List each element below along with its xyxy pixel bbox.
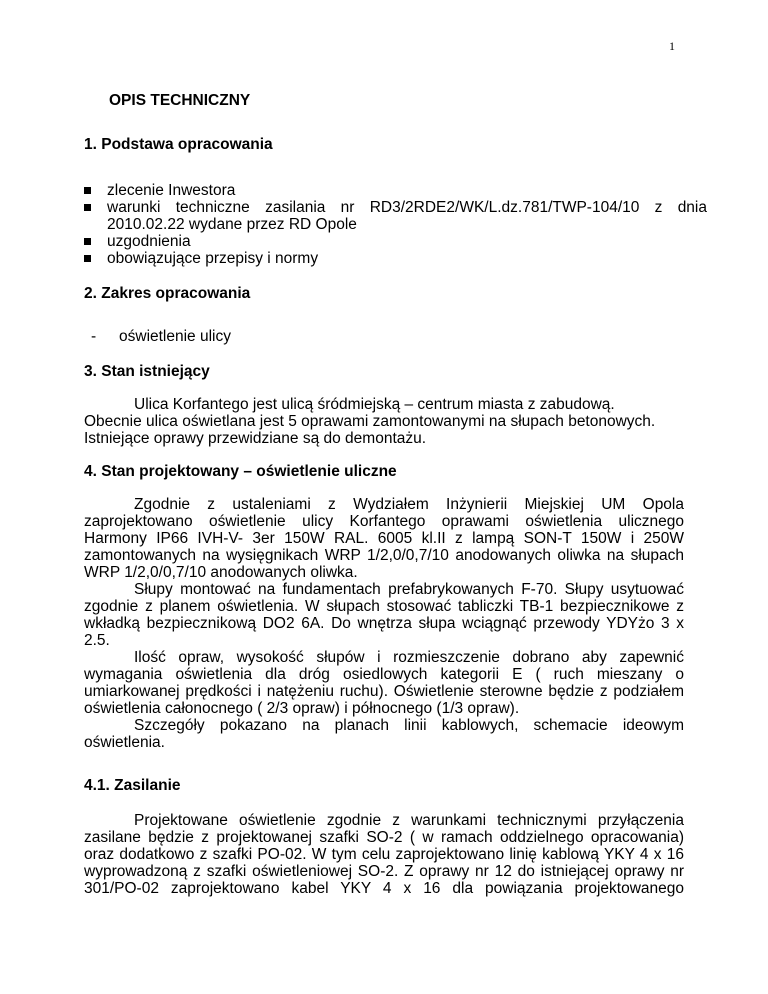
square-bullet-icon <box>84 204 91 211</box>
square-bullet-icon <box>84 187 91 194</box>
paragraph-line: Zgodnie z ustaleniami z Wydziałem Inżynierii Miejskiej UM Opola <box>134 496 684 513</box>
paragraph-line: zgodnie z planem oświetlenia. W słupach stosować tabliczki TB-1 bezpiecznikowe z <box>84 598 684 615</box>
document-title: OPIS TECHNICZNY <box>109 92 251 109</box>
section-4-1-heading: 4.1. Zasilanie <box>84 777 181 794</box>
paragraph-line: zamontowanych na wysięgnikach WRP 1/2,0/0,7/10 anodowanych oliwka na słupach <box>84 547 684 564</box>
list-item: obowiązujące przepisy i normy <box>84 250 707 267</box>
paragraph-line: wyprowadzoną z szafki oświetleniowej SO-2. Z oprawy nr 12 do istniejącej oprawy nr <box>84 863 684 880</box>
paragraph-line: 301/PO-02 zaprojektowano kabel YKY 4 x 16 dla powiązania projektowanego <box>84 880 684 897</box>
paragraph-line: zasilane będzie z projektowanej szafki SO-2 ( w ramach oddzielnego opracowania) <box>84 829 684 846</box>
paragraph-line: Szczegóły pokazano na planach linii kablowych, schemacie ideowym <box>134 717 684 734</box>
section-4-heading: 4. Stan projektowany – oświetlenie uliczne <box>84 463 397 480</box>
section-3-heading: 3. Stan istniejący <box>84 363 210 380</box>
square-bullet-icon <box>84 255 91 262</box>
list-item-continuation: 2010.02.22 wydane przez RD Opole <box>107 216 357 233</box>
paragraph-line: wkładką bezpiecznikową DO2 6A. Do wnętrza słupa wciągnąć przewody YDYżo 3 x <box>84 615 684 632</box>
square-bullet-icon <box>84 238 91 245</box>
paragraph-line: wymagania oświetlenia dla dróg osiedlowych kategorii E ( ruch mieszany o <box>84 666 684 683</box>
list-item: warunki techniczne zasilania nr RD3/2RDE2/WK/L.dz.781/TWP-104/10 z dnia <box>84 199 707 216</box>
dash-bullet: - <box>91 328 97 345</box>
paragraph-line: oświetlenia całonocnego ( 2/3 opraw) i północnego (1/3 opraw). <box>84 700 520 717</box>
paragraph-line: oraz dodatkowo z szafki PO-02. W tym celu zaprojektowano linię kablową YKY 4 x 16 <box>84 846 684 863</box>
paragraph-line: Ulica Korfantego jest ulicą śródmiejską – centrum miasta z zabudową. <box>134 396 615 413</box>
paragraph-line: Obecnie ulica oświetlana jest 5 oprawami zamontowanymi na słupach betonowych. <box>84 413 656 430</box>
paragraph-line: oświetlenia. <box>84 734 165 751</box>
list-item: zlecenie Inwestora <box>84 182 707 199</box>
paragraph-line: Ilość opraw, wysokość słupów i rozmieszczenie dobrano aby zapewnić <box>134 649 684 666</box>
paragraph-line: Słupy montować na fundamentach prefabrykowanych F-70. Słupy usytuować <box>134 581 684 598</box>
paragraph-line: WRP 1/2,0/0,7/10 anodowanych oliwka. <box>84 564 358 581</box>
list-item: uzgodnienia <box>84 233 707 250</box>
paragraph-line: umiarkowanej prędkości i natężeniu ruchu). Oświetlenie sterowne będzie z podziałem <box>84 683 684 700</box>
paragraph-line: 2.5. <box>84 632 110 649</box>
paragraph-line: Projektowane oświetlenie zgodnie z warunkami technicznymi przyłączenia <box>134 812 684 829</box>
section-2-heading: 2. Zakres opracowania <box>84 285 251 302</box>
paragraph-line: Harmony IP66 IVH-V- 3er 150W RAL. 6005 kl.II z lampą SON-T 150W i 250W <box>84 530 684 547</box>
section-1-heading: 1. Podstawa opracowania <box>84 136 273 153</box>
paragraph-line: zaprojektowano oświetlenie ulicy Korfantego oprawami oświetlenia ulicznego <box>84 513 684 530</box>
page-number: 1 <box>669 39 675 53</box>
list-item: oświetlenie ulicy <box>119 328 231 345</box>
paragraph-line: Istniejące oprawy przewidziane są do demontażu. <box>84 430 427 447</box>
